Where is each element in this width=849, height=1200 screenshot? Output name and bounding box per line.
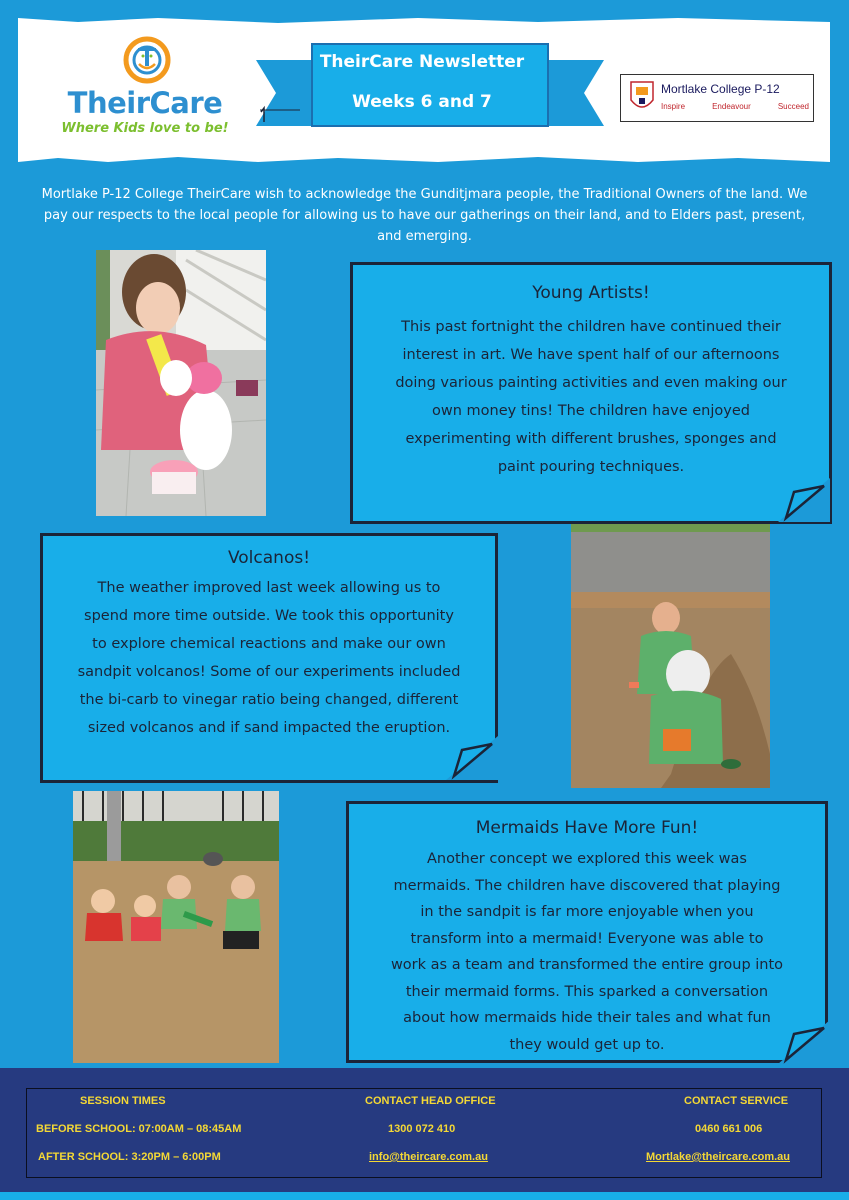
card-young-artists — [350, 262, 832, 524]
service-email-link[interactable]: Mortlake@theircare.com.au — [646, 1151, 790, 1163]
head-office-phone: 1300 072 410 — [388, 1123, 456, 1135]
before-school-hours: BEFORE SCHOOL: 07:00AM – 08:45AM — [36, 1123, 242, 1135]
section-body-line: work as a team and transformed the entire group into — [390, 957, 784, 973]
section-body-line: sandpit volcanos! Some of our experiments included — [77, 664, 461, 680]
section-body-line: mermaids. The children have discovered that playing — [393, 877, 781, 894]
photo-sandpit-mermaids — [73, 791, 279, 1063]
section-body-line: doing various painting activities and even making our — [395, 375, 787, 391]
college-logo — [620, 74, 814, 122]
section-body-line: to explore chemical reactions and make our own — [92, 636, 446, 652]
section-body — [367, 313, 815, 481]
college-name: Mortlake College P-12 — [661, 82, 780, 96]
section-body — [57, 574, 481, 742]
service-heading: CONTACT SERVICE — [684, 1095, 789, 1107]
bottom-strip — [0, 1192, 849, 1200]
section-body — [363, 846, 811, 1058]
page-curl-corner-icon — [778, 1020, 830, 1064]
section-body-line: interest in art. We have spent half of our afternoons — [402, 347, 780, 363]
section-body-line: they would get up to. — [509, 1036, 665, 1053]
contact-footer — [0, 1068, 849, 1192]
card-mermaids — [346, 801, 828, 1063]
section-body-line: spend more time outside. We took this opportunity — [84, 608, 454, 624]
section-body-line: paint pouring techniques. — [497, 459, 685, 475]
service-phone: 0460 661 006 — [695, 1123, 763, 1135]
photo-sandpit-volcano — [571, 524, 770, 788]
college-motto-word: Succeed — [777, 102, 809, 111]
section-body-line: experimenting with different brushes, sponges and — [405, 431, 777, 447]
section-body-line: their mermaid forms. This sparked a conversation — [405, 983, 769, 1000]
section-title: Mermaids Have More Fun! — [475, 818, 699, 838]
college-motto — [661, 102, 809, 111]
card-volcanos — [40, 533, 498, 783]
newsletter-weeks: Weeks 6 and 7 — [352, 92, 492, 112]
college-crest-icon — [627, 78, 657, 118]
page-curl-corner-icon — [778, 478, 830, 522]
after-school-hours: AFTER SCHOOL: 3:20PM – 6:00PM — [38, 1151, 221, 1163]
section-body-line: transform into a mermaid! Everyone was able to — [410, 930, 764, 947]
acknowledgement-of-country: Mortlake P-12 College TheirCare wish to acknowledge the Gunditjmara people, the Traditional Owners of the land. We pay our respects to the local people for allowing us to have our gatherings on their land, and to Elders past, present, and emerging. — [41, 187, 808, 244]
section-body-line: The weather improved last week allowing us to — [97, 580, 441, 596]
footer-info-box — [26, 1088, 822, 1178]
section-body-line: in the sandpit is far more enjoyable when you — [420, 904, 754, 920]
logo-wordmark: TheirCare — [67, 86, 223, 120]
section-body-line: Another concept we explored this week was — [427, 851, 747, 867]
newsletter-title: TheirCare Newsletter — [319, 52, 525, 72]
section-title: Young Artists! — [532, 283, 650, 303]
college-motto-word: Endeavour — [712, 102, 751, 111]
theircare-logo-mark-icon — [60, 34, 230, 94]
head-office-email-link[interactable]: info@theircare.com.au — [369, 1151, 488, 1163]
page-curl-corner-icon — [446, 736, 498, 780]
college-motto-word: Inspire — [661, 102, 686, 111]
theircare-logo — [60, 34, 230, 144]
section-body-line: own money tins! The children have enjoyed — [432, 403, 750, 419]
photo-child-painting — [96, 250, 266, 516]
head-office-heading: CONTACT HEAD OFFICE — [365, 1095, 496, 1107]
section-title: Volcanos! — [227, 548, 311, 568]
logo-tagline: Where Kids love to be! — [61, 121, 229, 136]
section-body-line: This past fortnight the children have continued their — [401, 319, 781, 335]
section-body-line: the bi-carb to vinegar ratio being changed, different — [79, 692, 459, 708]
section-body-line: about how mermaids hide their tales and what fun — [403, 1010, 771, 1026]
session-times-heading: SESSION TIMES — [80, 1095, 166, 1107]
section-body-line: sized volcanos and if sand impacted the eruption. — [87, 720, 451, 736]
